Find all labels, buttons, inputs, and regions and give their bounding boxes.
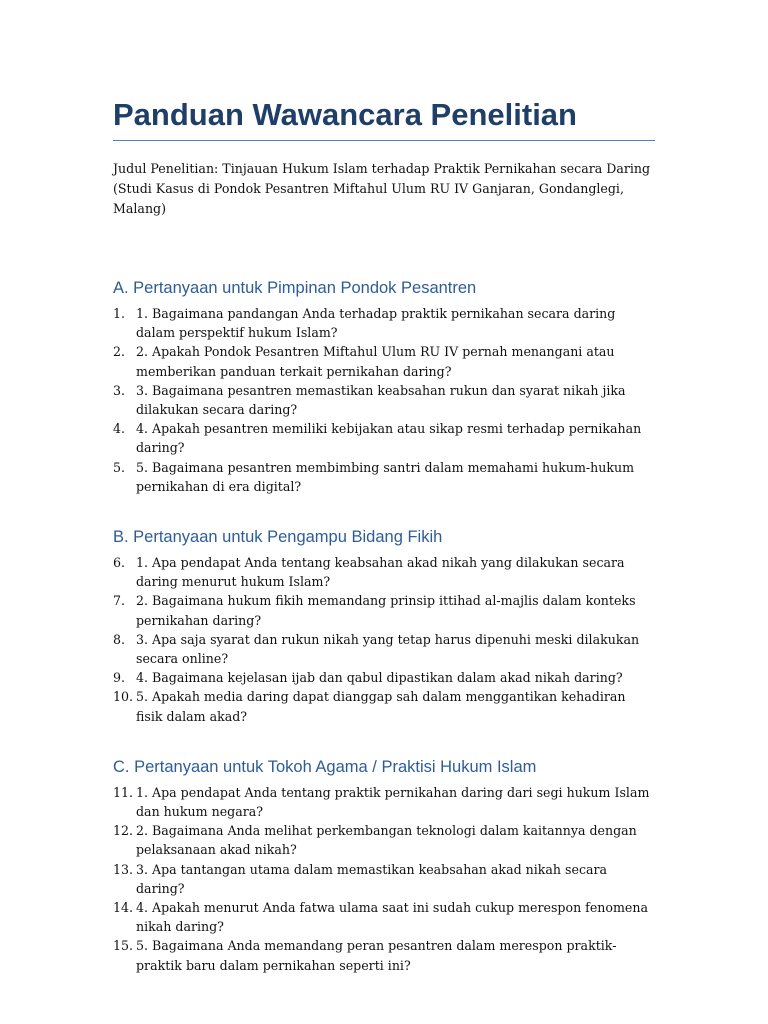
research-title-paragraph: Judul Penelitian: Tinjauan Hukum Islam terhadap Praktik Pernikahan secara Daring (Studi Kasus di Pondok Pesantren Miftahul Ulum RU IV Ganjaran, Gondanglegi, Malang) — [113, 161, 651, 216]
question-text: 4. Apakah menurut Anda fatwa ulama saat ini sudah cukup merespon fenomena nikah daring? — [136, 900, 649, 935]
question-item — [113, 304, 655, 342]
question-list-c — [113, 783, 655, 975]
question-item — [113, 783, 655, 821]
question-text: 5. Apakah media daring dapat dianggap sah dalam menggantikan kehadiran fisik dalam akad? — [136, 689, 626, 724]
question-text: 2. Bagaimana hukum fikih memandang prinsip ittihad al-majlis dalam konteks pernikahan daring? — [136, 593, 636, 628]
section-pengampu-fikih — [113, 526, 655, 726]
question-text: 3. Bagaimana pesantren memastikan keabsahan rukun dan syarat nikah jika dilakukan secara daring? — [136, 382, 626, 418]
question-item — [113, 419, 655, 457]
question-text: 4. Apakah pesantren memiliki kebijakan atau sikap resmi terhadap pernikahan daring? — [136, 421, 642, 456]
question-item — [113, 381, 655, 419]
question-item — [113, 591, 655, 629]
question-number: 8. — [113, 631, 126, 647]
section-heading-c: C. Pertanyaan untuk Tokoh Agama / Praktisi Hukum Islam — [113, 757, 537, 776]
question-text: 5. Bagaimana Anda memandang peran pesantren dalam merespon praktik-praktik baru dalam pernikahan seperti ini? — [136, 938, 617, 973]
question-item — [113, 458, 655, 496]
question-list-a — [113, 304, 655, 496]
question-number: 14. — [113, 900, 134, 916]
section-heading-b: B. Pertanyaan untuk Pengampu Bidang Fikih — [113, 528, 443, 547]
question-list-b — [113, 553, 655, 726]
question-number: 2. — [113, 344, 126, 360]
question-number: 1. — [113, 306, 126, 321]
question-item — [113, 630, 655, 668]
title-underline — [113, 140, 655, 141]
question-item — [113, 553, 655, 591]
question-item — [113, 860, 655, 898]
question-text: 2. Bagaimana Anda melihat perkembangan teknologi dalam kaitannya dengan pelaksanaan akad nikah? — [136, 823, 637, 858]
section-pimpinan — [113, 277, 655, 496]
question-item — [113, 687, 655, 725]
question-text: 1. Apa pendapat Anda tentang praktik pernikahan daring dari segi hukum Islam dan hukum negara? — [136, 784, 650, 820]
question-number: 13. — [113, 861, 134, 877]
question-text: 3. Apa saja syarat dan rukun nikah yang tetap harus dipenuhi meski dilakukan secara online? — [136, 631, 640, 667]
question-item — [113, 668, 655, 687]
question-number: 15. — [113, 938, 134, 954]
question-item — [113, 936, 655, 974]
question-number: 4. — [113, 421, 126, 437]
question-number: 6. — [113, 555, 126, 571]
question-text: 1. Apa pendapat Anda tentang keabsahan akad nikah yang dilakukan secara daring menurut hukum Islam? — [136, 555, 625, 590]
question-number: 7. — [113, 593, 126, 609]
question-number: 9. — [113, 670, 126, 686]
question-text: 1. Bagaimana pandangan Anda terhadap praktik pernikahan secara daring dalam perspektif hukum Islam? — [136, 306, 616, 341]
question-item — [113, 898, 655, 936]
question-item — [113, 821, 655, 859]
question-text: 5. Bagaimana pesantren membimbing santri dalam memahami hukum-hukum pernikahan di era digital? — [136, 459, 635, 494]
section-heading-a: A. Pertanyaan untuk Pimpinan Pondok Pesantren — [113, 279, 477, 297]
section-tokoh-agama — [113, 756, 655, 975]
question-item — [113, 342, 655, 380]
document-page — [113, 96, 655, 975]
question-text: 4. Bagaimana kejelasan ijab dan qabul dipastikan dalam akad nikah daring? — [136, 670, 623, 686]
question-number: 12. — [113, 823, 134, 839]
question-text: 3. Apa tantangan utama dalam memastikan keabsahan akad nikah secara daring? — [136, 861, 608, 896]
document-title: Panduan Wawancara Penelitian — [113, 97, 577, 132]
question-text: 2. Apakah Pondok Pesantren Miftahul Ulum RU IV pernah menangani atau memberikan panduan terkait pernikahan daring? — [136, 344, 615, 379]
question-number: 5. — [113, 459, 126, 475]
question-number: 10. — [113, 689, 134, 705]
question-number: 3. — [113, 382, 126, 398]
question-number: 11. — [113, 784, 134, 800]
